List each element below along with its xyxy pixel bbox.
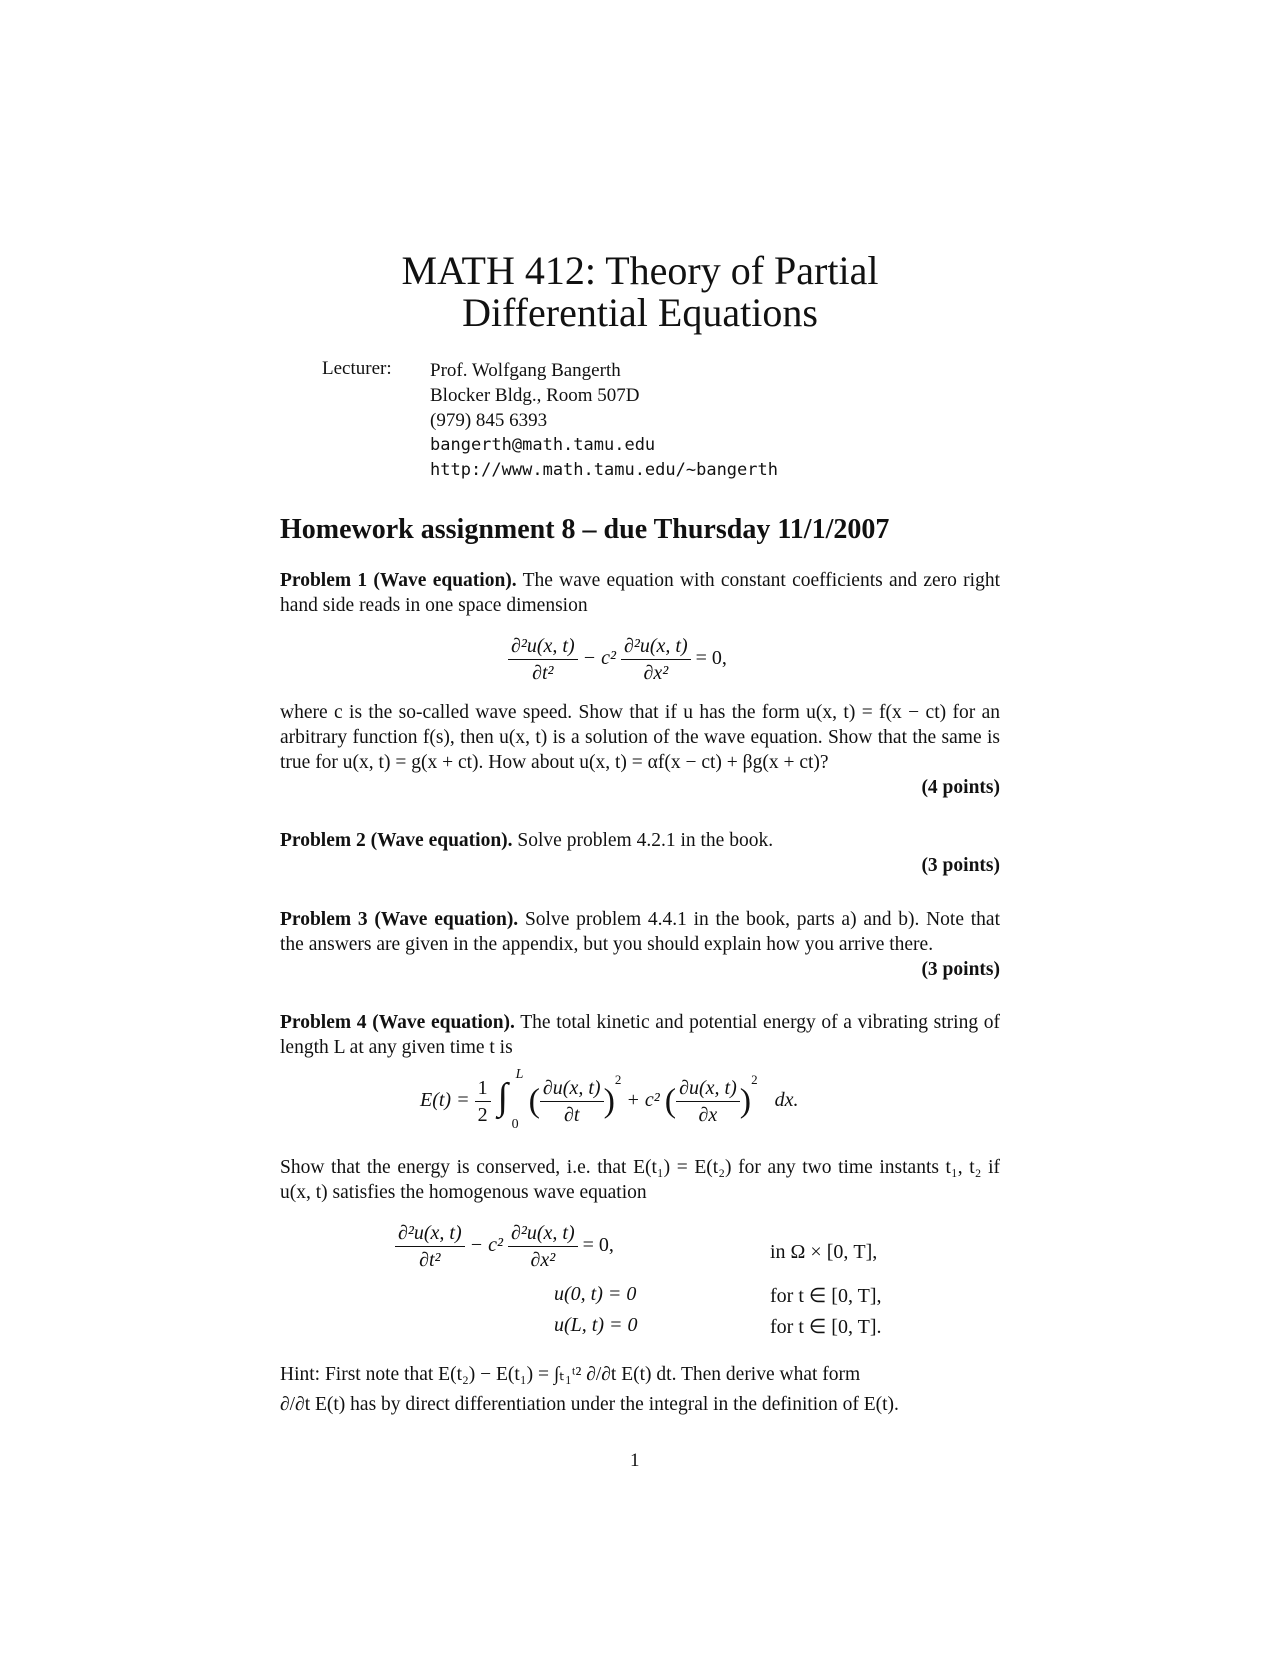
system-row-3: u(L, t) = 0 [554,1314,638,1336]
problem-2 [280,828,1000,853]
problem-1-points-row [280,775,1000,800]
integral-upper: L [515,1067,524,1083]
energy-dx: dx. [774,1089,799,1111]
problem-2-points-row [280,853,1000,878]
page-number: 1 [630,1450,640,1471]
problem-4-intro [280,1010,1000,1060]
lecturer-office: Blocker Bldg., Room 507D [430,385,640,406]
lecturer-url: http://www.math.tamu.edu/~bangerth [430,460,778,480]
problem-4-body: Show that the energy is conserved, i.e. that E(t₁) = E(t₂) for any two time instants t₁, t₂ if u(x, t) satisfies the homogenous wave equation [280,1157,1000,1203]
system-row-1: $\frac{\text{∂²u(x, t)}}{\text{∂t²}}$ − c² $\frac{\text{∂²u(x, t)}}{\text{∂x²}}$ = 0, [395,1220,614,1273]
wave-eq-rhs: = 0, [695,647,727,670]
lecturer-info [430,358,778,483]
problem-3-points-row [280,957,1000,982]
energy-eq-lhs: E(t) = [420,1089,470,1111]
energy-sq-2: 2 [751,1072,758,1087]
energy-eq-half: $\frac{1}{2}$ [475,1075,491,1128]
problem-2-body: Solve problem 4.2.1 in the book. [517,830,774,851]
energy-integral [496,1067,524,1133]
lecturer-phone: (979) 845 6393 [430,410,548,431]
wave-eq-fraction-2: $\frac{\text{∂²u(x, t)}}{\text{∂x²}}$ [621,633,691,686]
problem-3-body: Solve problem 4.4.1 in the book, parts a) and b). Note that the answers are given in the appendix, but you should explain how you arrive there. [280,909,1001,955]
problem-2-title: Problem 2 (Wave equation). [280,830,513,851]
problem-3 [280,907,1000,957]
wave-eq-fraction-1: $\frac{\text{∂²u(x, t)}}{\text{∂t²}}$ [508,633,578,686]
title-line-2: Differential Equations [462,290,818,335]
lecturer-name: Prof. Wolfgang Bangerth [430,360,621,381]
problem-1-intro-text: The wave equation with constant coefficients and zero right hand side reads in one space dimension [280,570,1000,616]
lecturer-label: Lecturer: [322,358,392,379]
energy-plus-c2: + c² [626,1089,660,1111]
system-fraction-1: $\frac{\text{∂²u(x, t)}}{\text{∂t²}}$ [395,1220,465,1273]
wave-eq-minus-c2: − c² [582,647,617,670]
energy-equation: E(t) = $\frac{1}{2}$ ∫ L 0 ( $\frac{\partial u(x, t)}{\partial t}$ )$^2$ + c² ( $\frac{\partial u(x, t)}{\partial x}$ )$^2$ dx. [420,1067,799,1133]
system-row-1-condition: in Ω × [0, T], [770,1241,878,1263]
system-row-2: u(0, t) = 0 [554,1283,637,1305]
problem-1-body: where c is the so-called wave speed. Show that if u has the form u(x, t) = f(x − ct) for an arbitrary function f(s), then u(x, t) is a solution of the wave equation. Show that the same is true for u(x, t) = g(x + ct). How about u(x, t) = αf(x − ct) + βg(x + ct)? [280,702,1000,773]
lecturer-email: bangerth@math.tamu.edu [430,435,656,455]
energy-sq-1: 2 [614,1072,622,1087]
problem-2-points: (3 points) [921,855,1000,876]
system-fraction-2: $\frac{\text{∂²u(x, t)}}{\text{∂x²}}$ [508,1220,578,1273]
system-row-3-condition: for t ∈ [0, T]. [770,1316,882,1338]
document-title [280,250,1000,334]
problem-1-intro [280,568,1000,618]
problem-4-hint-line-1: Hint: First note that E(t₂) − E(t₁) = ∫ₜ₁ᵗ² ∂/∂t E(t) dt. Then derive what form [280,1364,861,1385]
integral-lower: 0 [511,1117,519,1133]
wave-equation [508,633,727,686]
problem-1-points: (4 points) [921,777,1000,798]
problem-4-title: Problem 4 (Wave equation). [280,1012,515,1033]
assignment-heading: Homework assignment 8 – due Thursday 11/1/2007 [280,514,890,545]
energy-dt-fraction: $\frac{\partial u(x, t)}{\partial t}$ [540,1075,604,1128]
title-line-1: MATH 412: Theory of Partial [401,248,879,293]
system-row-2-condition: for t ∈ [0, T], [770,1285,882,1307]
problem-3-title: Problem 3 (Wave equation). [280,909,519,930]
problem-1-title: Problem 1 (Wave equation). [280,570,517,591]
integral-sign: ∫ [497,1076,509,1119]
problem-4-intro-text: The total kinetic and potential energy of a vibrating string of length L at any given time t is [280,1012,1001,1058]
problem-4-hint-line-2: ∂/∂t E(t) has by direct differentiation under the integral in the definition of E(t). [280,1394,899,1415]
energy-dx-fraction: $\frac{\partial u(x, t)}{\partial x}$ [676,1075,740,1128]
problem-3-points: (3 points) [921,959,1000,980]
